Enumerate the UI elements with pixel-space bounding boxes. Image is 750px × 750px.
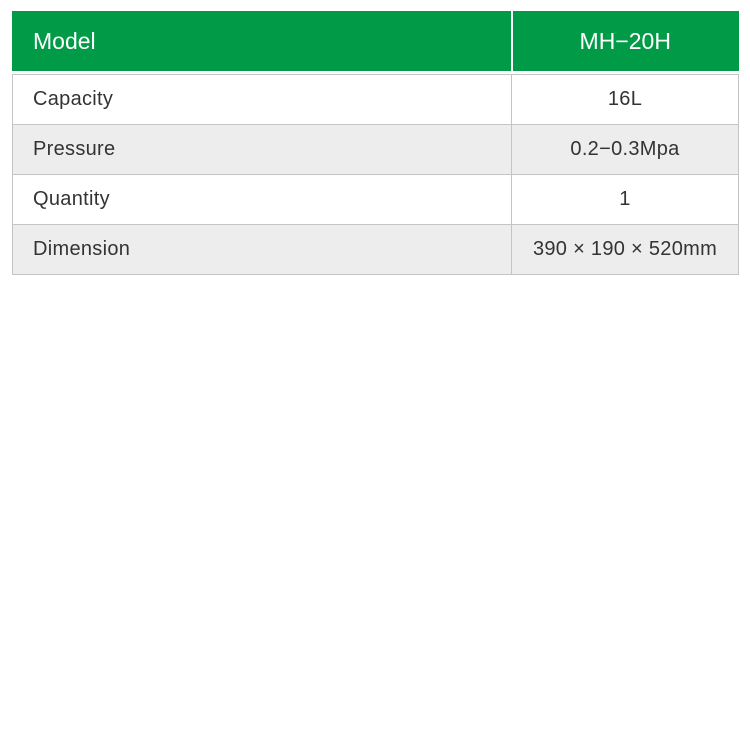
header-row (13, 12, 739, 71)
row-label-dimension: Dimension (13, 225, 512, 275)
spec-table-body (13, 75, 739, 275)
row-value-capacity: 16L (512, 75, 739, 125)
row-label-capacity: Capacity (13, 75, 512, 125)
table-row (13, 75, 739, 125)
header-label-model: Model (13, 12, 512, 71)
table-row (13, 125, 739, 175)
spec-table (12, 11, 739, 275)
header-value-model: MH−20H (512, 12, 739, 71)
spec-table-header (13, 12, 739, 75)
row-label-pressure: Pressure (13, 125, 512, 175)
row-value-dimension: 390 × 190 × 520mm (512, 225, 739, 275)
row-value-pressure: 0.2−0.3Mpa (512, 125, 739, 175)
table-row (13, 175, 739, 225)
row-value-quantity: 1 (512, 175, 739, 225)
table-row (13, 225, 739, 275)
row-label-quantity: Quantity (13, 175, 512, 225)
